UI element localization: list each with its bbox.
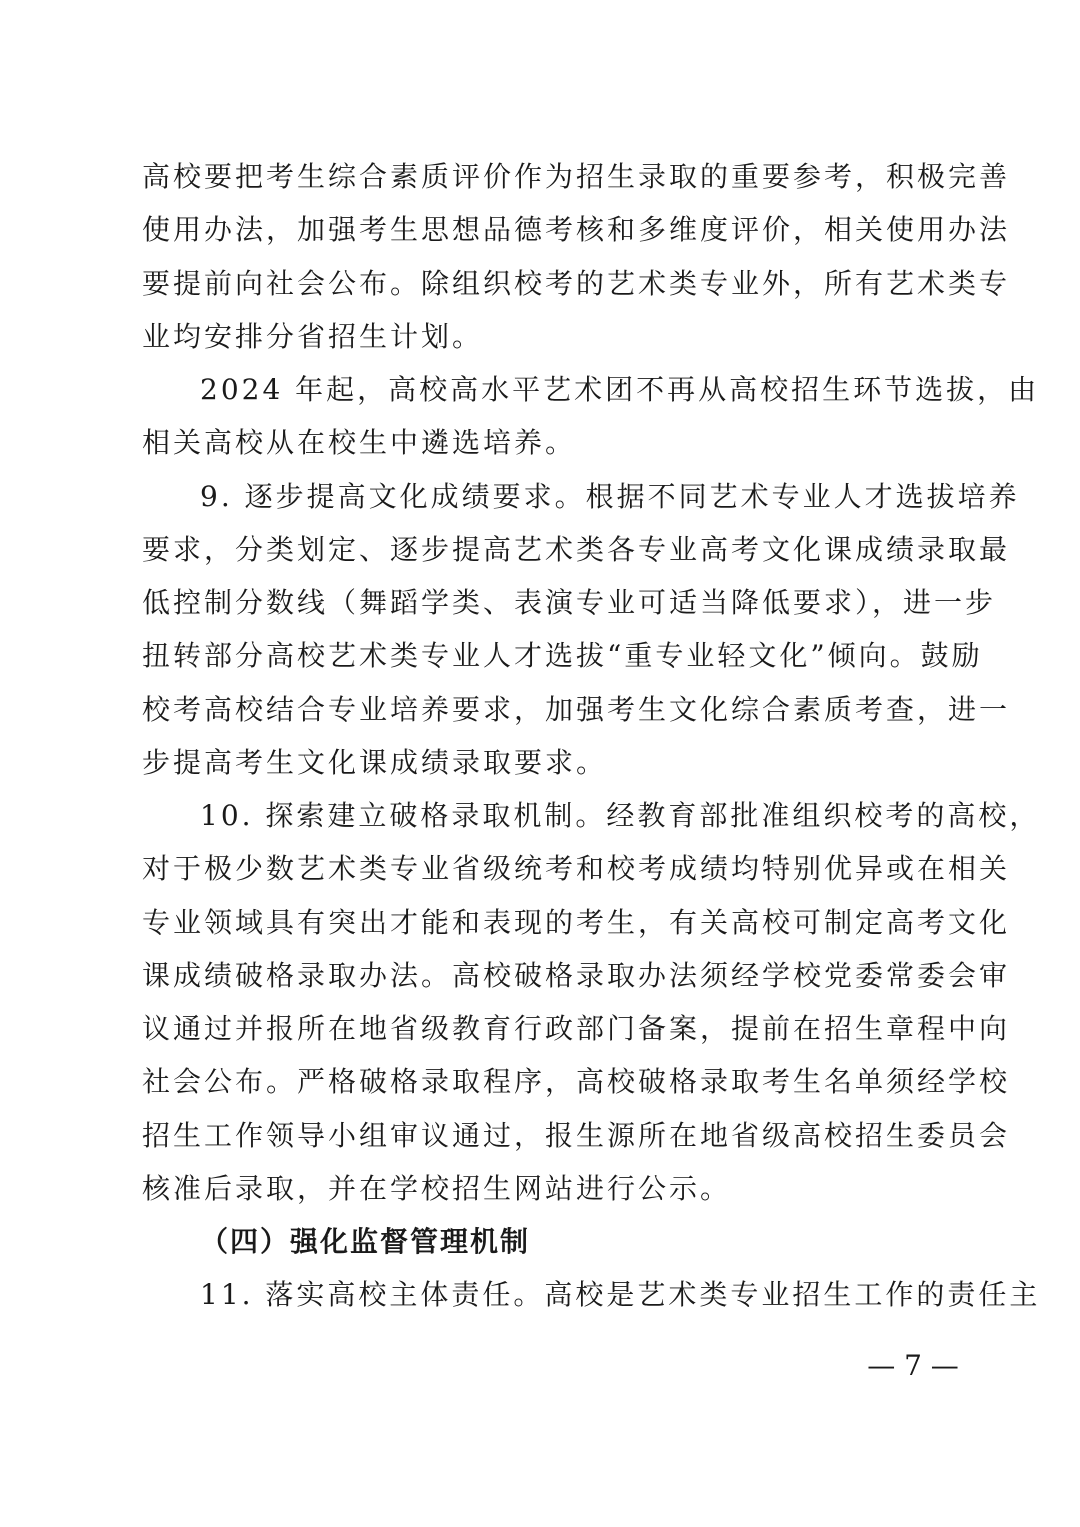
paragraph-line: 低控制分数线（舞蹈学类、表演专业可适当降低要求），进一步	[142, 586, 997, 619]
paragraph-line: 要提前向社会公布。除组织校考的艺术类专业外，所有艺术类专	[142, 267, 1011, 300]
paragraph-line: 相关高校从在校生中遴选培养。	[142, 426, 577, 459]
paragraph-line: 使用办法，加强考生思想品德考核和多维度评价，相关使用办法	[142, 213, 1011, 246]
paragraph-line: 要求，分类划定、逐步提高艺术类各专业高考文化课成绩录取最	[142, 533, 1011, 566]
paragraph-line: 社会公布。严格破格录取程序，高校破格录取考生名单须经学校	[142, 1065, 1011, 1098]
paragraph-line: 专业领域具有突出才能和表现的考生，有关高校可制定高考文化	[142, 906, 1011, 939]
paragraph-line: 扭转部分高校艺术类专业人才选拔“重专业轻文化”倾向。鼓励	[142, 639, 983, 672]
paragraph-line: 步提高考生文化课成绩录取要求。	[142, 746, 608, 779]
paragraph-line: 课成绩破格录取办法。高校破格录取办法须经学校党委常委会审	[142, 959, 1011, 992]
paragraph-line: 10. 探索建立破格录取机制。经教育部批准组织校考的高校，	[200, 799, 1041, 832]
paragraph-line: 2024 年起，高校高水平艺术团不再从高校招生环节选拔，由	[200, 373, 1040, 406]
paragraph-line: 招生工作领导小组审议通过，报生源所在地省级高校招生委员会	[142, 1119, 1011, 1152]
paragraph-line: 高校要把考生综合素质评价作为招生录取的重要参考，积极完善	[142, 160, 1011, 193]
paragraph-line: 校考高校结合专业培养要求，加强考生文化综合素质考查，进一	[142, 693, 1011, 726]
paragraph-line: 核准后录取，并在学校招生网站进行公示。	[142, 1172, 732, 1205]
paragraph-line: 对于极少数艺术类专业省级统考和校考成绩均特别优异或在相关	[142, 852, 1011, 885]
paragraph-line: 9. 逐步提高文化成绩要求。根据不同艺术专业人才选拔培养	[200, 480, 1020, 513]
paragraph-line: 11. 落实高校主体责任。高校是艺术类专业招生工作的责任主	[200, 1278, 1041, 1311]
page-number: — 7 —	[867, 1349, 959, 1382]
paragraph-line: 业均安排分省招生计划。	[142, 320, 484, 353]
paragraph-line: 议通过并报所在地省级教育行政部门备案，提前在招生章程中向	[142, 1012, 1011, 1045]
section-heading: （四）强化监督管理机制	[200, 1225, 531, 1258]
